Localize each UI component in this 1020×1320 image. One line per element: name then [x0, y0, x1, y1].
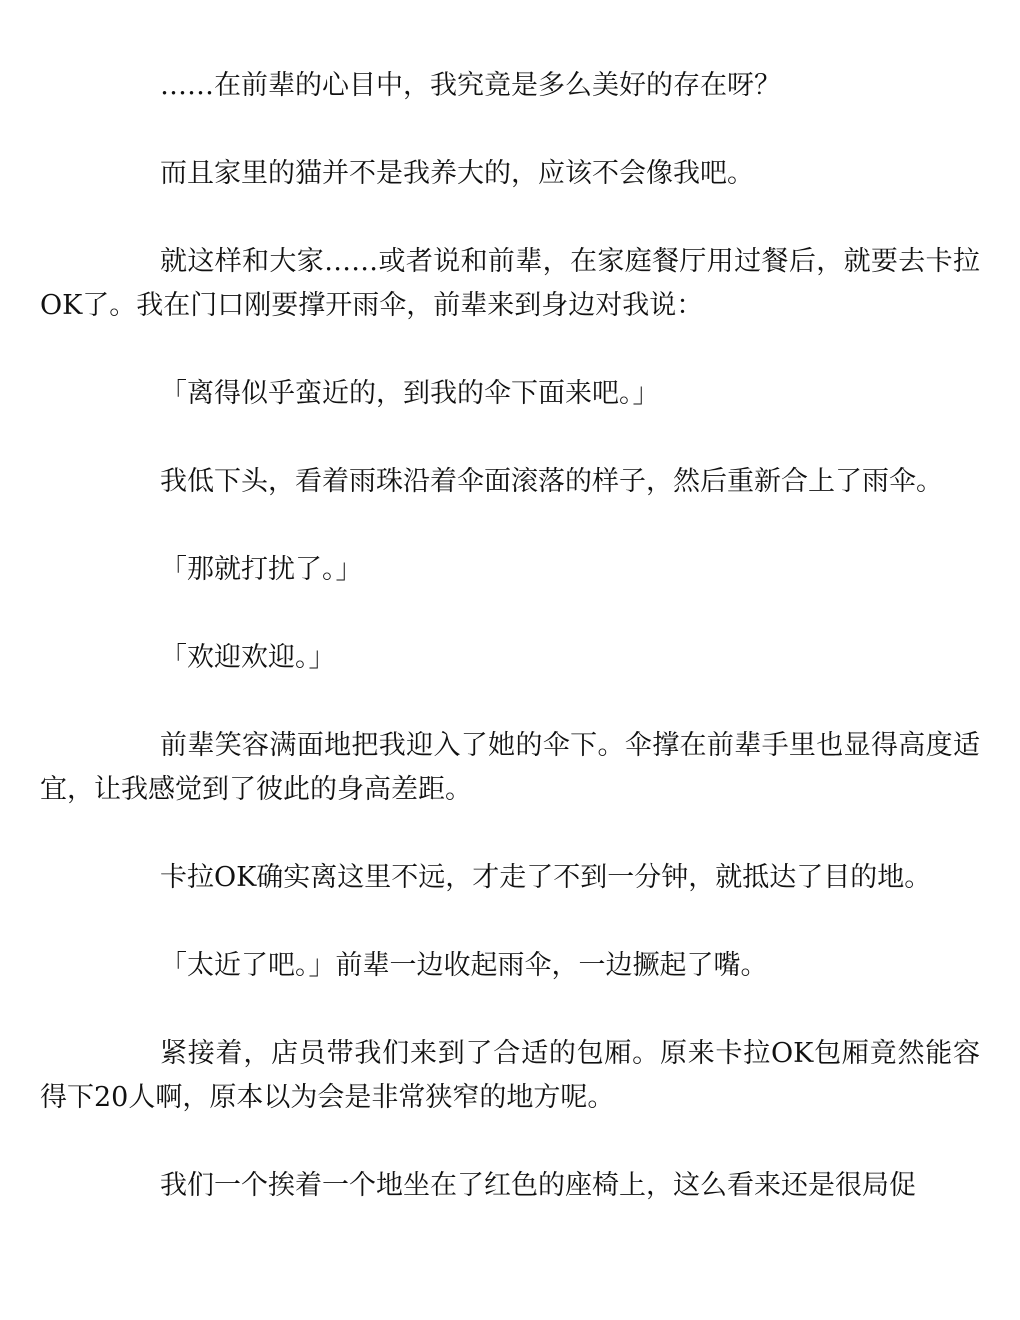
paragraph-5: 我低下头，看着雨珠沿着伞面滚落的样子，然后重新合上了雨伞。	[160, 466, 943, 497]
paragraph-7-dialogue: 「欢迎欢迎。」	[160, 642, 336, 673]
paragraph-10-dialogue: 「太近了吧。」前辈一边收起雨伞，一边撅起了嘴。	[160, 950, 768, 981]
paragraph-4-dialogue: 「离得似乎蛮近的，到我的伞下面来吧。」	[160, 378, 660, 409]
paragraph-9: 卡拉OK确实离这里不远，才走了不到一分钟，就抵达了目的地。	[160, 862, 932, 893]
paragraph-3: 就这样和大家……或者说和前辈，在家庭餐厅用过餐后，就要去卡拉OK了。我在门口刚要撑开雨伞，前辈来到身边对我说：	[40, 246, 980, 321]
document-page	[40, 64, 980, 1252]
paragraph-8: 前辈笑容满面地把我迎入了她的伞下。伞撑在前辈手里也显得高度适宜，让我感觉到了彼此的身高差距。	[40, 730, 980, 805]
paragraph-12: 我们一个挨着一个地坐在了红色的座椅上，这么看来还是很局促	[160, 1170, 916, 1201]
paragraph-1: ……在前辈的心目中，我究竟是多么美好的存在呀？	[160, 70, 781, 101]
paragraph-11: 紧接着，店员带我们来到了合适的包厢。原来卡拉OK包厢竟然能容得下20人啊，原本以为会是非常狭窄的地方呢。	[40, 1038, 980, 1113]
paragraph-2: 而且家里的猫并不是我养大的，应该不会像我吧。	[160, 158, 754, 189]
paragraph-6-dialogue: 「那就打扰了。」	[160, 554, 363, 585]
